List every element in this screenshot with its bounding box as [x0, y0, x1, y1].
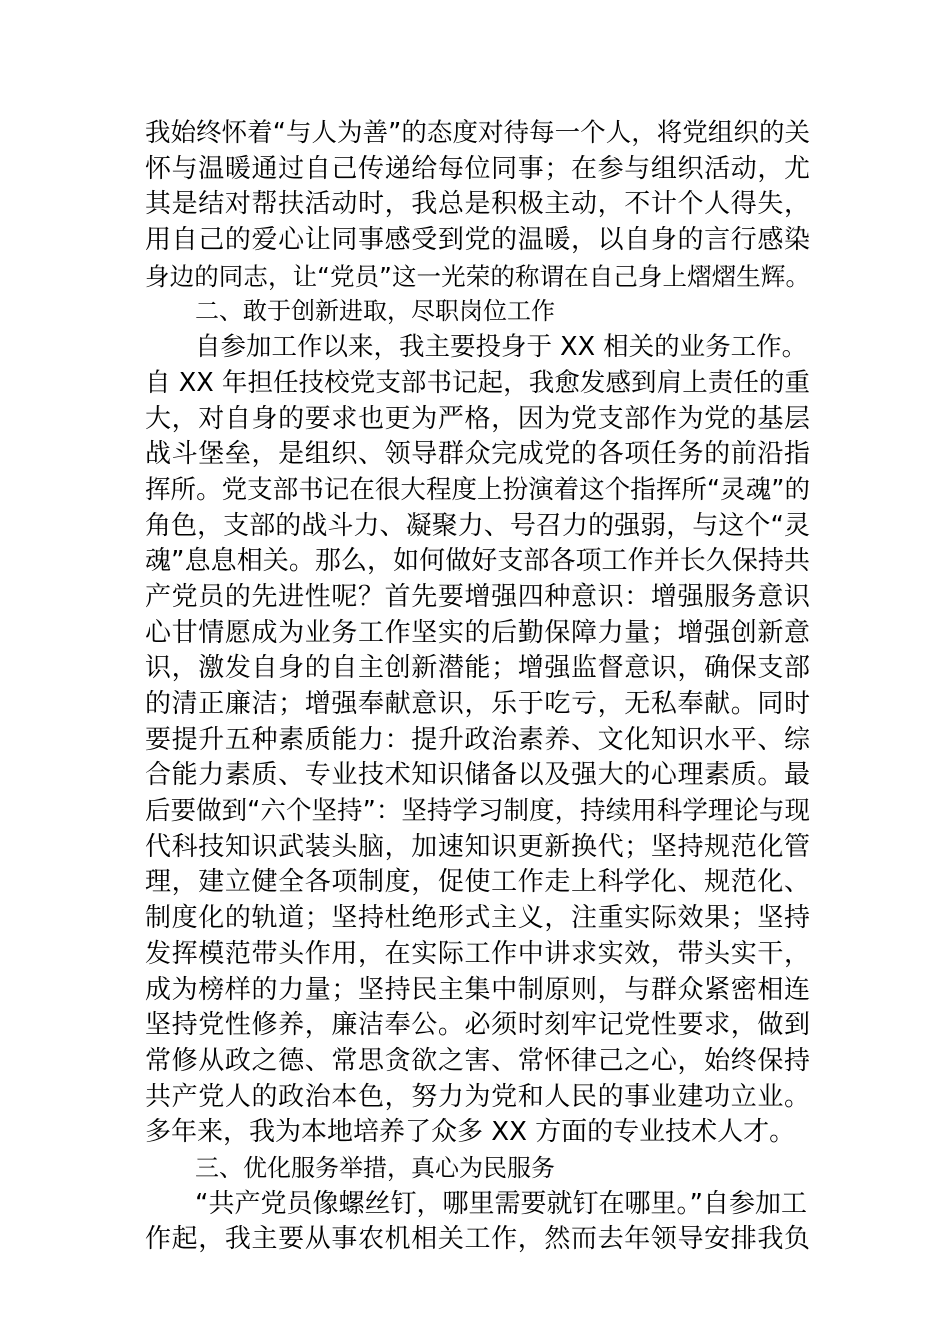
- text-line: 心甘情愿成为业务工作坚实的后勤保障力量；增强创新意: [145, 617, 810, 648]
- text-line: 作起，我主要从事农机相关工作，然而去年领导安排我负: [145, 1224, 810, 1255]
- text-line: 制度化的轨道；坚持杜绝形式主义，注重实际效果；坚持: [145, 903, 810, 934]
- text-line: 常修从政之德、常思贪欲之害、常怀律己之心，始终保持: [145, 1045, 810, 1076]
- text-line: 魂”息息相关。那么，如何做好支部各项工作并长久保持共: [145, 546, 810, 577]
- text-line: 共产党人的政治本色，努力为党和人民的事业建功立业。: [145, 1081, 810, 1112]
- text-line: 发挥模范带头作用，在实际工作中讲求实效，带头实干，: [145, 938, 810, 969]
- text-line: 战斗堡垒，是组织、领导群众完成党的各项任务的前沿指: [145, 439, 810, 470]
- text-line: 后要做到“六个坚持”：坚持学习制度，持续用科学理论与现: [145, 796, 810, 827]
- text-line: 角色，支部的战斗力、凝聚力、号召力的强弱，与这个“灵: [145, 510, 810, 541]
- text-line: 坚持党性修养，廉洁奉公。必须时刻牢记党性要求，做到: [145, 1010, 810, 1041]
- text-line: 成为榜样的力量；坚持民主集中制原则，与群众紧密相连: [145, 974, 810, 1005]
- text-line: 代科技知识武装头脑，加速知识更新换代；坚持规范化管: [145, 831, 810, 862]
- text-line: 识，激发自身的自主创新潜能；增强监督意识，确保支部: [145, 653, 810, 684]
- text-line: 怀与温暖通过自己传递给每位同事；在参与组织活动，尤: [145, 153, 810, 184]
- text-line: 自 XX 年担任技校党支部书记起，我愈发感到肩上责任的重: [145, 367, 810, 398]
- text-line: 我始终怀着“与人为善”的态度对待每一个人，将党组织的关: [145, 118, 810, 148]
- paragraph-first-line: 自参加工作以来，我主要投身于 XX 相关的业务工作。: [195, 332, 808, 363]
- text-line: 产党员的先进性呢？首先要增强四种意识：增强服务意识: [145, 581, 810, 612]
- text-line: 的清正廉洁；增强奉献意识，乐于吃亏，无私奉献。同时: [145, 689, 810, 719]
- text-line: 挥所。党支部书记在很大程度上扮演着这个指挥所“灵魂”的: [145, 474, 810, 505]
- text-line: 合能力素质、专业技术知识储备以及强大的心理素质。最: [145, 760, 810, 791]
- section-heading: 二、敢于创新进取，尽职岗位工作: [195, 297, 555, 326]
- text-line: 用自己的爱心让同事感受到党的温暖，以自身的言行感染: [145, 225, 810, 256]
- text-line: 身边的同志，让“党员”这一光荣的称谓在自己身上熠熠生辉。: [145, 261, 810, 291]
- paragraph-last-line: 多年来，我为本地培养了众多 XX 方面的专业技术人才。: [145, 1117, 796, 1148]
- text-line: 大，对自身的要求也更为严格，因为党支部作为党的基层: [145, 403, 810, 434]
- text-line: 要提升五种素质能力：提升政治素养、文化知识水平、综: [145, 724, 810, 755]
- section-heading: 三、优化服务举措，真心为民服务: [195, 1153, 555, 1182]
- text-line: 理，建立健全各项制度，促使工作走上科学化、规范化、: [145, 867, 810, 898]
- text-line: 其是结对帮扶活动时，我总是积极主动，不计个人得失，: [145, 189, 810, 220]
- paragraph-first-line: “共产党员像螺丝钉，哪里需要就钉在哪里。”自参加工: [195, 1188, 807, 1219]
- document-body: [145, 116, 810, 1258]
